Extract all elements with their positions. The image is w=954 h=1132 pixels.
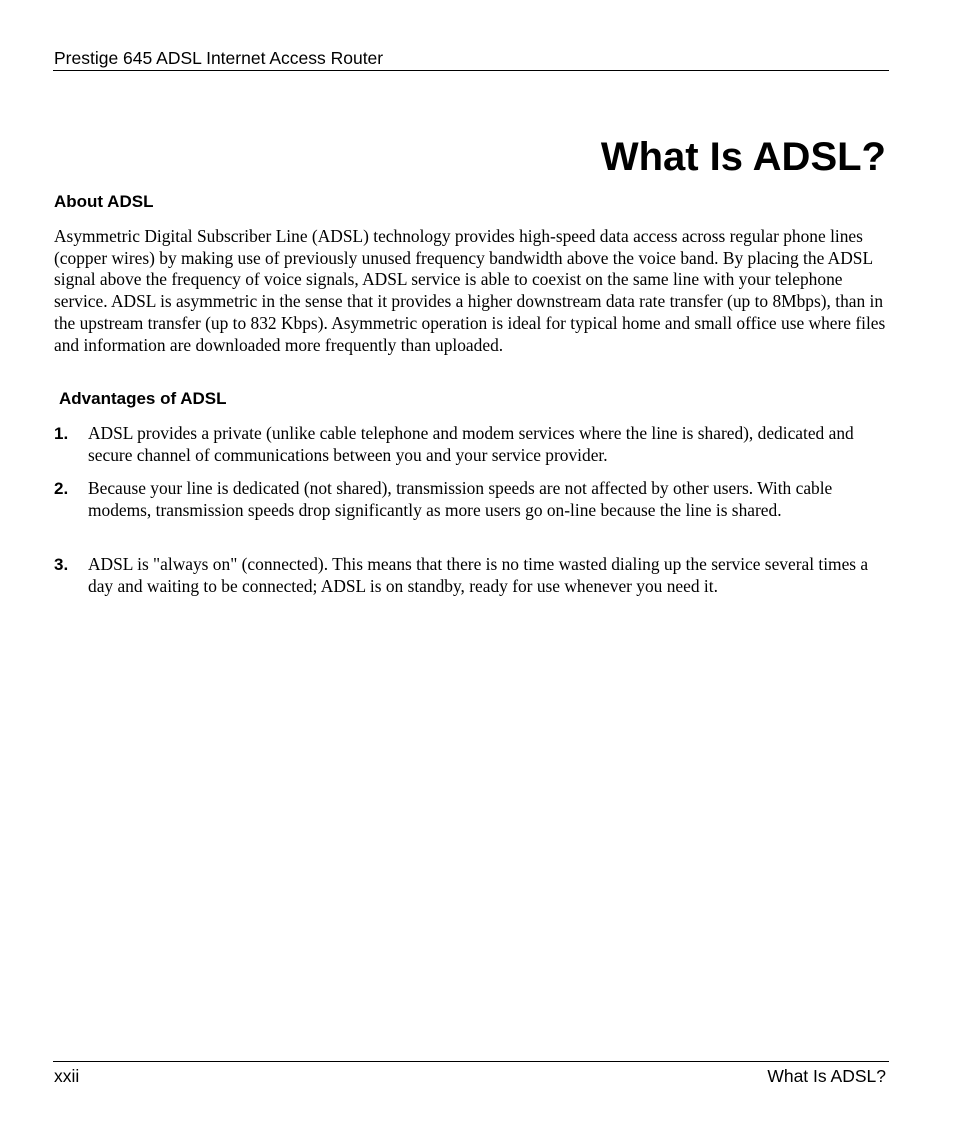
- header-divider: [53, 70, 889, 71]
- section-heading-about-adsl: About ADSL: [54, 192, 154, 211]
- section-heading-advantages-of-adsl: Advantages of ADSL: [59, 389, 227, 408]
- list-item-text: Because your line is dedicated (not shared), transmission speeds are not affected by other users. With cable modems, transmission speeds drop significantly as more users go on-line because the line is shared.: [88, 478, 833, 520]
- footer-divider: [53, 1061, 889, 1062]
- list-item-text: ADSL provides a private (unlike cable telephone and modem services where the line is shared), dedicated and secure channel of communications between you and your service provider.: [88, 423, 854, 465]
- list-item-number: 3.: [54, 555, 69, 574]
- running-header-title: Prestige 645 ADSL Internet Access Router: [54, 48, 384, 68]
- list-item-number: 1.: [54, 424, 69, 443]
- page-title: What Is ADSL?: [600, 135, 886, 179]
- footer-chapter-title: What Is ADSL?: [767, 1066, 886, 1086]
- page-number: xxii: [54, 1066, 80, 1086]
- list-item-number: 2.: [54, 479, 69, 498]
- list-item-text: ADSL is "always on" (connected). This means that there is no time wasted dialing up the service several times a day and waiting to be connected; ADSL is on standby, ready for use whenever you need it.: [88, 554, 869, 596]
- about-adsl-paragraph: Asymmetric Digital Subscriber Line (ADSL) technology provides high-speed data access across regular phone lines (copper wires) by making use of previously unused frequency bandwidth above the voice band. By placing the ADSL signal above the frequency of voice signals, ADSL service is able to coexist on the same line with your telephone service. ADSL is asymmetric in the sense that it provides a higher downstream data rate transfer (up to 8Mbps), than in the upstream transfer (up to 832 Kbps). Asymmetric operation is ideal for typical home and small office use where files and information are downloaded more frequently than uploaded.: [54, 226, 886, 355]
